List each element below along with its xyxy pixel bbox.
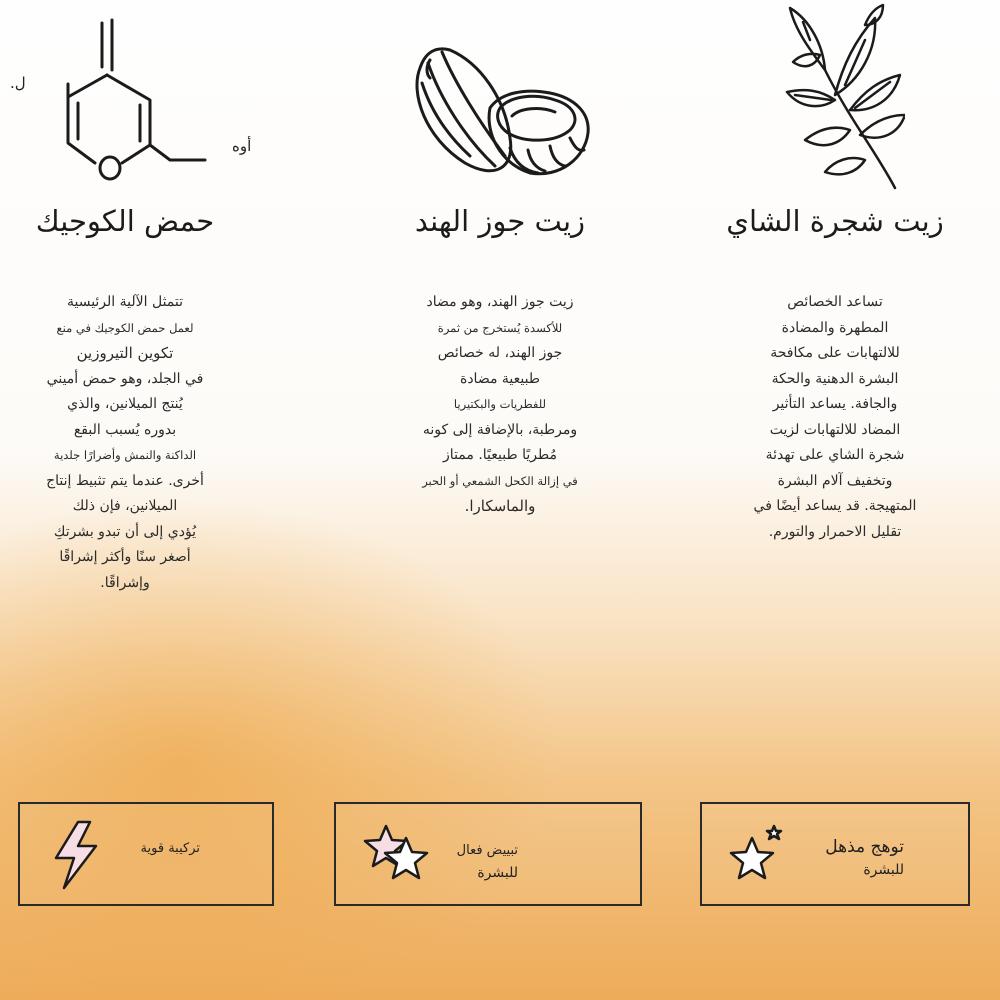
badge-effective-whitening <box>334 802 642 906</box>
description-line: بدوره يُسبب البقع <box>73 421 177 438</box>
description-line: البشرة الدهنية والحكة <box>771 370 899 387</box>
coconut-icon <box>340 0 660 200</box>
description-line: وإشراقًا. <box>100 574 150 591</box>
leaf-branch-icon <box>690 0 980 200</box>
description-line: تكوين التيروزين <box>76 344 174 362</box>
description-line: جوز الهند، له خصائص <box>437 345 563 361</box>
description-line: أخرى. عندما يتم تثبيط إنتاج <box>46 472 204 489</box>
ingredient-description <box>340 290 660 520</box>
ingredient-title: حمض الكوجيك <box>35 204 215 238</box>
badge-strong-formula <box>18 802 274 906</box>
description-line: المطهرة والمضادة <box>781 319 889 336</box>
badge-label-line: تبييض فعال <box>456 843 518 858</box>
description-line: والماسكارا. <box>464 497 536 515</box>
molecule-label: ل. <box>10 74 26 92</box>
badge-label-line: للبشرة <box>477 865 518 881</box>
description-line: مُطريًا طبيعيًا. ممتاز <box>443 447 557 463</box>
badge-label-line: للبشرة <box>863 862 904 878</box>
description-line: طبيعية مضادة <box>459 370 540 387</box>
ingredient-description <box>0 290 250 596</box>
description-line: تقليل الاحمرار والتورم. <box>768 523 902 540</box>
description-line: لعمل حمض الكوجيك في منع <box>56 320 194 335</box>
badge-label-line: توهج مذهل <box>825 837 904 857</box>
ingredient-description <box>690 290 980 545</box>
description-line: يُنتج الميلانين، والذي <box>67 396 183 412</box>
badge-label <box>141 838 200 860</box>
double-star-icon <box>358 820 448 890</box>
description-line: والجافة. يساعد التأثير <box>772 396 898 412</box>
description-line: ومرطبة، بالإضافة إلى كونه <box>422 421 578 438</box>
ingredient-title: زيت شجرة الشاي <box>726 204 944 238</box>
description-line: الميلانين، فإن ذلك <box>72 498 178 514</box>
description-line: للأكسدة يُستخرج من ثمرة <box>437 320 563 335</box>
description-line: شجرة الشاي على تهدئة <box>765 447 905 463</box>
description-line: للفطريات والبكتيريا <box>453 397 547 411</box>
kojic-acid-molecule-icon <box>0 0 330 200</box>
badge-label <box>825 836 904 881</box>
ingredient-kojic-acid <box>0 0 330 620</box>
badge-label <box>457 840 518 885</box>
description-line: للالتهابات على مكافحة <box>770 345 900 361</box>
ingredient-title: زيت جوز الهند <box>414 204 586 238</box>
description-line: تساعد الخصائص <box>787 294 883 310</box>
description-line: المتهيجة. قد يساعد أيضًا في <box>753 498 917 514</box>
description-line: يُؤدي إلى أن تبدو بشرتكِ <box>53 523 197 540</box>
ingredient-coconut <box>340 0 660 620</box>
description-line: في إزالة الكحل الشمعي أو الحبر <box>422 473 578 488</box>
lightning-bolt-icon <box>50 818 110 893</box>
description-line: الداكنة والنمش وأضرارًا جلدية <box>53 448 197 462</box>
description-line: في الجلد، وهو حمض أميني <box>46 370 204 387</box>
star-icon <box>722 818 792 888</box>
description-line: تتمثل الآلية الرئيسية <box>66 294 184 310</box>
description-line: زيت جوز الهند، وهو مضاد <box>426 294 574 310</box>
badge-skin-glow <box>700 802 970 906</box>
description-line: أصغر سنًا وأكثر إشراقًا <box>59 549 191 565</box>
ingredient-tea-tree <box>690 0 980 620</box>
description-line: المضاد للالتهابات لزيت <box>769 421 901 438</box>
badge-label-line: تركيبة قوية <box>140 841 200 856</box>
molecule-label: أوه <box>232 137 252 155</box>
description-line: وتخفيف آلام البشرة <box>777 472 893 489</box>
